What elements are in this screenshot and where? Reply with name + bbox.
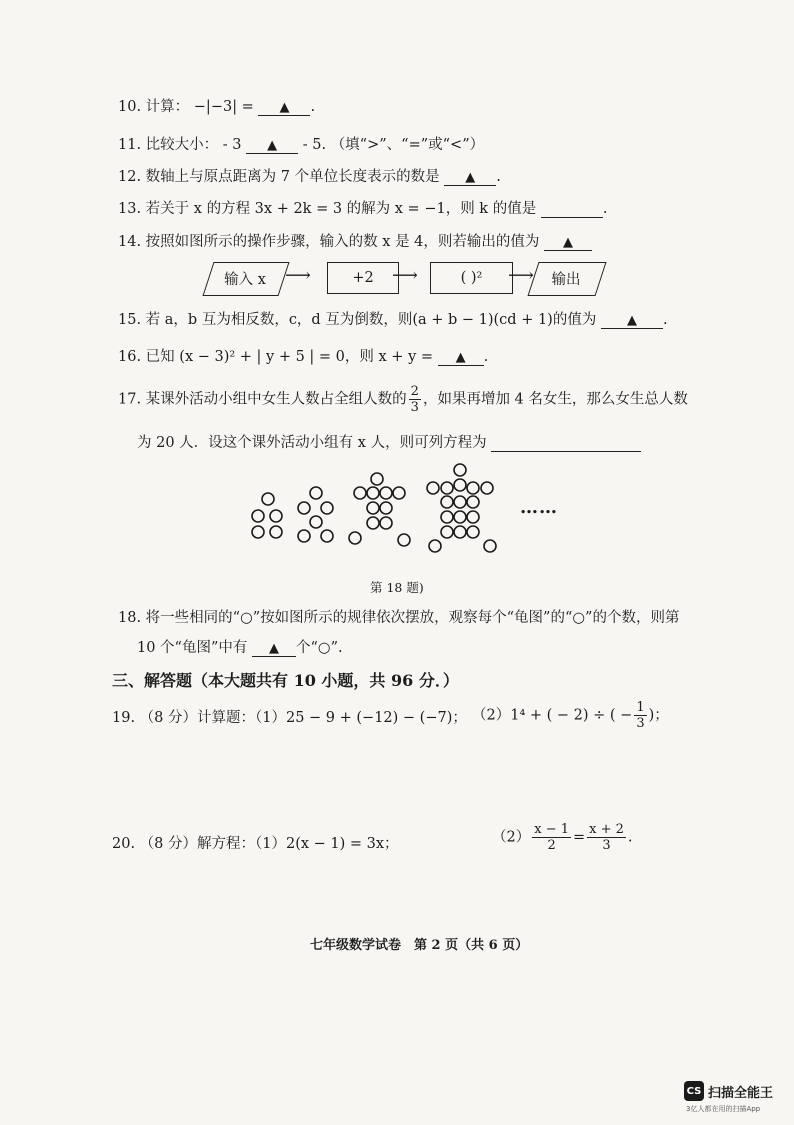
section-title: 三、解答题（本大题共有 10 小题，共 96 分．） [112,671,459,690]
figure-circle [427,482,439,494]
figure-circle [321,502,333,514]
ellipsis: …… [520,497,558,518]
figure-circle [441,526,453,538]
question-17-line-2: 为 20 人．设这个课外活动小组有 x 人，则可列方程为 [137,431,641,452]
figure-circle [467,496,479,508]
input-label: 输入 x [224,271,266,288]
figure-circle [310,487,322,499]
figure-circle [349,532,361,544]
question-number: 15. [118,312,142,328]
figure-circle [484,540,496,552]
figure-circle [270,510,282,522]
answer-blank[interactable]: ▲ [252,640,296,657]
figure-circle [380,487,392,499]
fraction-left: $\frac{x - 1}{2}$ [534,822,569,853]
watermark-name: 扫描全能王 [708,1086,774,1101]
question-number: 14. [118,234,142,250]
arrow-icon: ⟶ [285,265,311,286]
question-17: 17. 某课外活动小组中女生人数占全组人数的 $\frac{2}{3}$ ，如果再增加 4 名女生，那么女生总人数 [118,384,688,415]
figure-circle [310,516,322,528]
figure-circle [393,487,405,499]
figure-circle [262,493,274,505]
figure-circle [481,482,493,494]
figure-circle [429,540,441,552]
arrow-icon: ⟶ [392,265,418,286]
fraction-two-thirds: $\frac{2}{3}$ [410,384,419,415]
question-20-part-2: （2） $\frac{x - 1}{2}$ = $\frac{x + 2}{3}$ . [492,822,633,853]
question-number: 10. [118,99,142,115]
question-number: 20. [112,836,136,852]
figure-circle [367,487,379,499]
fraction-right: $\frac{x + 2}{3}$ [589,822,624,853]
question-14: 14. 按照如图所示的操作步骤，输入的数 x 是 4，则若输出的值为 ▲ [118,230,592,251]
answer-blank[interactable]: ▲ [544,234,592,251]
question-number: 11. [118,137,142,153]
question-number: 16. [118,349,142,365]
figure-circle [454,511,466,523]
question-number: 18. [118,610,142,626]
question-19-part-2: （2）1⁴ + ( − 2) ÷ ( − $\frac{1}{3}$ )； [472,700,669,731]
figure-circle [367,517,379,529]
figure-circle [467,511,479,523]
answer-blank[interactable]: ▲ [444,169,496,186]
square-box: ( )² [430,262,513,294]
figure-circle [252,526,264,538]
figure-circle [441,511,453,523]
figure-circle [252,510,264,522]
plus-two-box: +2 [327,262,399,294]
answer-blank[interactable]: ▲ [438,349,484,366]
question-number: 12. [118,169,142,185]
camscanner-logo-icon: CS [684,1081,704,1101]
arrow-icon: ⟶ [508,265,534,286]
figure-circle [298,530,310,542]
watermark-subtitle: 3亿人都在用的扫描App [686,1105,761,1113]
output-label: 输出 [551,271,581,288]
figure-circle [354,487,366,499]
figure-circle [467,482,479,494]
answer-blank[interactable] [491,435,641,452]
question-number: 13. [118,201,142,217]
figure-circle [398,534,410,546]
figure-circle [371,473,383,485]
figure-circle [441,496,453,508]
figure-circle [380,517,392,529]
question-11: 11. 比较大小： - 3 ▲ - 5. （填“>”、“=”或“<”） [118,137,485,153]
figure-circle [454,526,466,538]
answer-blank[interactable]: ▲ [246,137,298,154]
question-16: 16. 已知 (x − 3)² + | y + 5 | = 0，则 x + y = ▲ . [118,349,489,365]
question-10: 10. 计算： −|−3| = ▲ . [118,99,316,115]
figure-circle [321,530,333,542]
figure-circle [467,526,479,538]
question-13: 13. 若关于 x 的方程 3x + 2k = 3 的解为 x = −1，则 k 的值是 . [118,201,608,217]
page-footer: 七年级数学试卷 第 2 页（共 6 页） [310,938,529,953]
question-12: 12. 数轴上与原点距离为 7 个单位长度表示的数是 ▲ . [118,169,501,185]
question-number: 17. [118,391,142,408]
figure-circle [367,502,379,514]
question-18: 18. 将一些相同的“○”按如图所示的规律依次摆放，观察每个“龟图”的“○”的个数，则第 [118,610,680,626]
fraction-one-third: $\frac{1}{3}$ [636,700,645,731]
question-15: 15. 若 a，b 互为相反数，c，d 互为倒数，则(a + b − 1)(cd + 1)的值为 ▲ . [118,312,668,328]
question-20: 20. （8 分）解方程：（1）2(x − 1) = 3x； [112,836,399,852]
answer-blank[interactable] [541,201,603,218]
figure-circle [454,496,466,508]
figure-circle [441,482,453,494]
answer-blank[interactable]: ▲ [601,312,663,329]
question-number: 19. [112,710,136,726]
figure-circle [270,526,282,538]
figure-circle [298,502,310,514]
answer-blank[interactable]: ▲ [258,99,310,116]
figure-circle [454,479,466,491]
figure-circle [454,464,466,476]
question-18-line-2: 10 个“龟图”中有 ▲ 个“○”. [137,640,343,656]
figure-caption: 第 18 题) [370,580,424,595]
question-19: 19. （8 分）计算题：（1）25 − 9 + (−12) − (−7)； [112,710,467,726]
figure-circle [380,502,392,514]
